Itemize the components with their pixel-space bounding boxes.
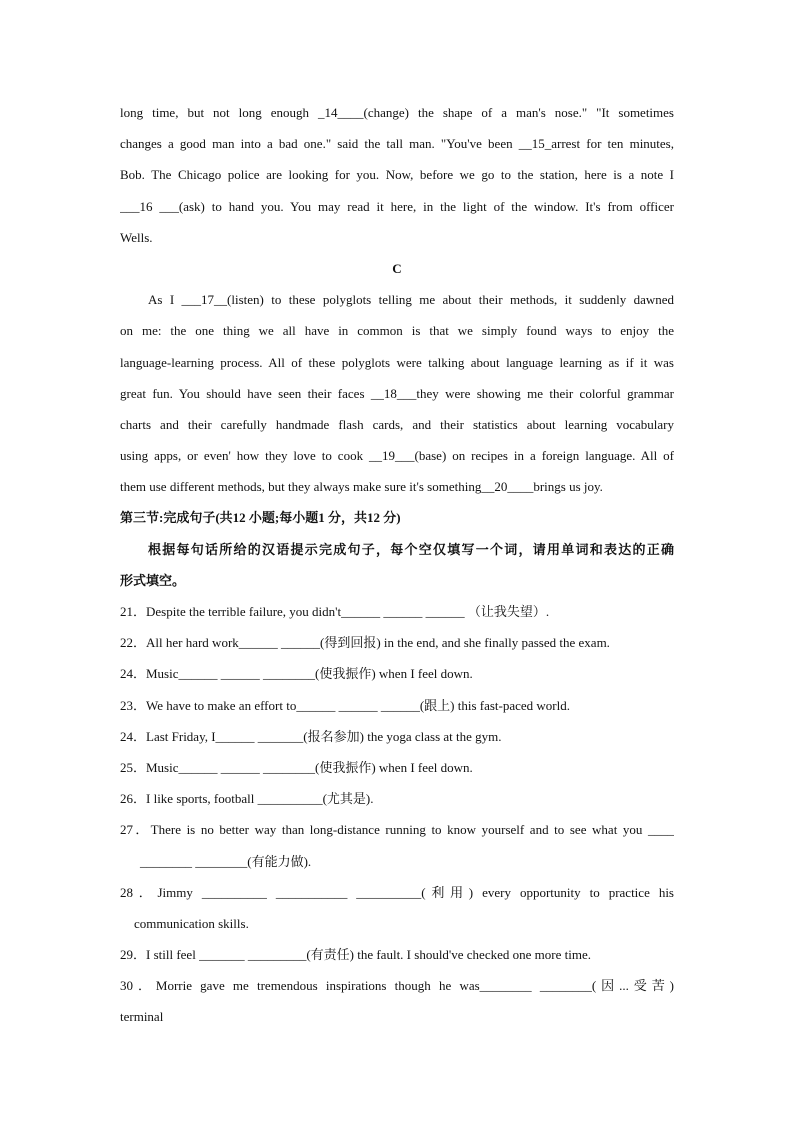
- passage-c-line-3: language-learning process. All of these polyglots were talking about language learning as if it was: [120, 354, 674, 370]
- section-3-instruction-1: 根据每句话所给的汉语提示完成句子，每个空仅填写一个词，请用单词和表达的正确: [148, 541, 674, 557]
- passage-c-line-7: them use different methods, but they always make sure it's something__20____brings us joy.: [120, 479, 603, 495]
- question-item: 29．I still feel _______ _________(有责任) the fault. I should've checked one more time.: [120, 947, 591, 963]
- passage-b-line-3: Bob. The Chicago police are looking for you. Now, before we go to the station, here is a note I: [120, 167, 674, 183]
- question-item-continuation: communication skills.: [134, 915, 249, 931]
- question-item: 22．All her hard work______ ______(得到回报) in the end, and she finally passed the exam.: [120, 635, 610, 651]
- question-item: 24．Music______ ______ ________(使我振作) when I feel down.: [120, 666, 473, 682]
- passage-b-line-5: Wells.: [120, 229, 153, 245]
- question-item: 28．Jimmy __________ ___________ __________(利用) every opportunity to practice his: [120, 884, 674, 900]
- passage-c-line-4: great fun. You should have seen their faces __18___they were showing me their colorful grammar: [120, 385, 674, 401]
- passage-c-line-6: using apps, or even' how they love to cook __19___(base) on recipes in a foreign language. All of: [120, 448, 674, 464]
- passage-c-line-1: As I ___17__(listen) to these polyglots telling me about their methods, it suddenly dawned: [148, 292, 674, 308]
- question-item: 26．I like sports, football __________(尤其是).: [120, 791, 374, 807]
- question-item: 27．There is no better way than long-distance running to know yourself and to see what you ____: [120, 822, 674, 838]
- question-item: 21．Despite the terrible failure, you didn't______ ______ ______ （让我失望）.: [120, 604, 550, 619]
- question-item: 30．Morrie gave me tremendous inspirations though he was________ ________(因...受苦): [120, 978, 674, 994]
- question-item-continuation: ________ ________(有能力做).: [140, 853, 312, 869]
- passage-c-line-2: on me: the one thing we all have in common is that we simply found ways to enjoy the: [120, 323, 674, 339]
- passage-c-line-5: charts and their carefully handmade flash cards, and their statistics about learning vocabulary: [120, 416, 674, 432]
- section-3-instruction-2: 形式填空。: [120, 572, 186, 588]
- document-page: [120, 97, 674, 1033]
- question-item-continuation: terminal: [120, 1009, 164, 1025]
- section-3-title: 第三节:完成句子(共12 小题;每小题1 分，共12 分): [120, 510, 401, 526]
- question-item: 24．Last Friday, I______ _______(报名参加) the yoga class at the gym.: [120, 728, 502, 744]
- passage-b-line-4: ___16 ___(ask) to hand you. You may read it here, in the light of the window. It's from officer: [120, 198, 674, 214]
- passage-c-heading: C: [392, 260, 402, 276]
- passage-b-line-2: changes a good man into a bad one." said the tall man. "You've been __15_arrest for ten minutes,: [120, 136, 674, 152]
- question-item: 23．We have to make an effort to______ ______ ______(跟上) this fast-paced world.: [120, 697, 570, 713]
- question-item: 25．Music______ ______ ________(使我振作) when I feel down.: [120, 759, 473, 775]
- passage-b-line-1: long time, but not long enough _14____(change) the shape of a man's nose." "It sometimes: [120, 105, 674, 120]
